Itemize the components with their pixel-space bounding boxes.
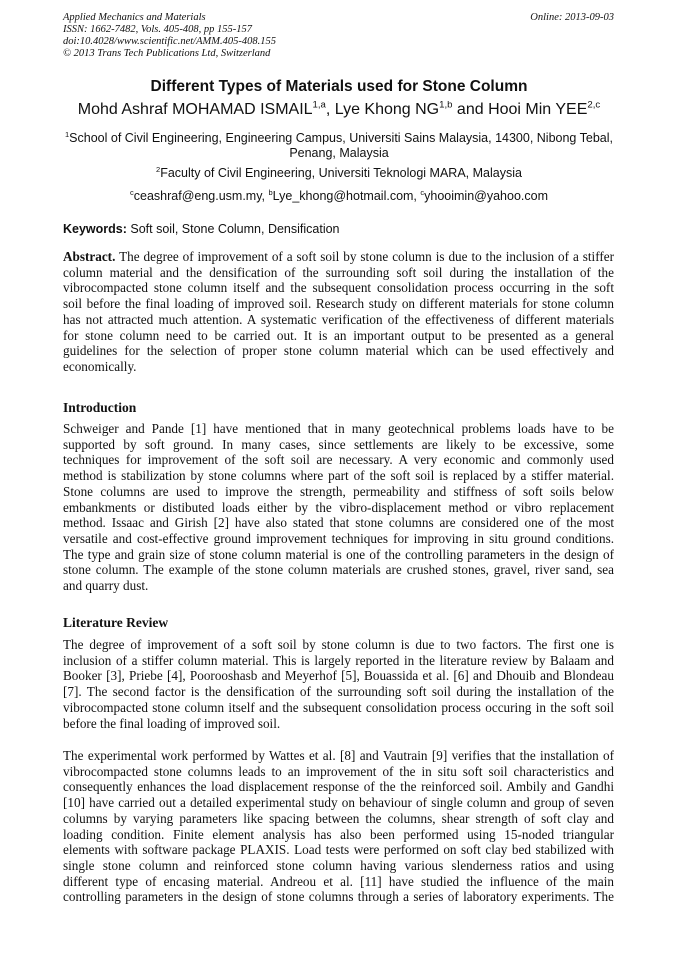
author-name: Hooi Min YEE: [488, 101, 588, 118]
text-line: different type of encasing material. Andreou et al. [11] have studied the influence of the main: [63, 873, 614, 889]
text-line: [10] have carried out a detailed experimental study on behaviour of single column and group of seven: [63, 795, 614, 811]
text-line: loading condition. Finite element analysis has also been performed using 15-noded triangular: [63, 826, 614, 842]
text-line: soil before the final loading of improved soil. Research study on different materials for stone column: [63, 296, 614, 312]
keywords: [63, 222, 340, 236]
abstract-label: Abstract.: [63, 249, 116, 264]
affiliation-2: [40, 166, 638, 180]
abstract: [63, 249, 614, 375]
copyright: © 2013 Trans Tech Publications Ltd, Switzerland: [63, 48, 271, 59]
text-line: vibrocompacted stone column itself and the subsequent consolidation process occuring in the soft soil: [63, 699, 614, 715]
affiliation-1-line2: Penang, Malaysia: [289, 146, 389, 160]
text-line: vibrocompacted stone column itself and the subsequent consolidation process occurring in the soft: [63, 280, 614, 296]
author-list: [40, 101, 638, 119]
publication-info: [63, 12, 276, 60]
text-line: economically.: [63, 358, 137, 374]
doi: doi:10.4028/www.scientific.net/AMM.405-408.155: [63, 36, 276, 47]
text-line: method. Issaac and Girish [2] have also stated that stone columns are considered one of the most: [63, 515, 614, 531]
keywords-label: Keywords:: [63, 222, 127, 236]
text-line: has not attracted much attention. A systematic verification of the effectiveness of different materials: [63, 311, 614, 327]
affiliation-1: [40, 131, 638, 161]
email-list: [40, 189, 638, 203]
text-line: stone column. The example of the stone column materials are crushed stones, gravel, river sand, sea: [63, 562, 614, 578]
text-line-content: The degree of improvement of a soft soil by stone column is due to the inclusion of a stiffer: [115, 249, 614, 264]
email: Lye_khong@hotmail.com,: [272, 189, 421, 203]
text-line: guidelines for the selection of proper stone column material which can be used effectively and: [63, 343, 614, 359]
text-line: [63, 249, 614, 265]
text-line: column material and the densification of the surrounding soft soil during the installation of the: [63, 264, 614, 280]
email-marker: b: [268, 187, 273, 197]
text-line: The experimental work performed by Wattes et al. [8] and Vautrain [9] verifies that the installation of: [63, 748, 614, 763]
author-name: Lye Khong NG: [334, 101, 440, 118]
text-line: Stone columns are used to improve the strength, permeability and stiffness of soft soils below: [63, 483, 614, 499]
literature-review-paragraph-2: [63, 748, 614, 905]
author-affiliation-marker: 1,b: [439, 99, 453, 111]
text-line: vibrocompacted stone columns leads to an improvement of the in situ soft soil characteristics and: [63, 763, 614, 779]
journal-name: Applied Mechanics and Materials: [63, 12, 206, 23]
affiliation-2-marker: 2: [156, 164, 161, 174]
introduction-text: [63, 421, 614, 594]
email-marker: c: [420, 187, 425, 197]
text-line: The degree of improvement of a soft soil by stone column is due to two factors. The first one is: [63, 637, 614, 652]
text-line: Booker [3], Priebe [4], Poorooshasb and Meyerhof [5], Bouassida et al. [6] and Dhouib and Blondeau: [63, 668, 614, 684]
text-line: controlling parameters in the design of stone columns through a series of laboratory experiments. The: [63, 889, 614, 905]
affiliation-1-marker: 1: [65, 129, 70, 139]
text-line: supported by soft ground. In many cases, since settlements are likely to be excessive, some: [63, 436, 614, 452]
text-line: before the final loading of improved soil.: [63, 715, 281, 731]
text-line: The type and grain size of stone column material is one of the controlling parameters in the design of: [63, 546, 614, 562]
text-line: method is stabilization by stone columns where part of the soft soil is replaced by a stiffer material.: [63, 468, 614, 484]
affiliation-1-line1: School of Civil Engineering, Engineering Campus, Universiti Sains Malaysia, 14300, Nibong Tebal,: [69, 131, 613, 145]
issn: ISSN: 1662-7482, Vols. 405-408, pp 155-157: [63, 24, 252, 35]
author-affiliation-marker: 1,a: [312, 99, 326, 111]
text-line: columns by varying parameters like spacing between the columns, shear strength of soft clay and: [63, 810, 614, 826]
text-line: versatile and cost-effective ground improvement techniques for improving in situ ground conditions.: [63, 530, 614, 546]
email-marker: c: [130, 187, 134, 197]
text-line: elements with software package PLAXIS. Load tests were performed on soft clay bed stabilized with: [63, 842, 614, 858]
author-separator: and: [452, 101, 489, 118]
author-affiliation-marker: 2,c: [587, 99, 601, 111]
keywords-value: Soft soil, Stone Column, Densification: [126, 222, 340, 236]
email: ceashraf@eng.usm.my,: [133, 189, 269, 203]
text-line: [7]. The second factor is the densification of the surrounding soft soil during the installation of the: [63, 684, 614, 700]
text-line: single stone column and reinforced stone column having various slenderness ratios and using: [63, 857, 614, 873]
author-name: Mohd Ashraf MOHAMAD ISMAIL: [77, 101, 313, 118]
text-line: Schweiger and Pande [1] have mentioned that in many geotechnical problems loads have to be: [63, 421, 614, 436]
affiliation-2-text: Faculty of Civil Engineering, Universiti Teknologi MARA, Malaysia: [160, 166, 522, 180]
literature-review-heading: Literature Review: [63, 615, 169, 630]
text-line: for stone column need to be carried out. It is an important output to be presented as a general: [63, 327, 614, 343]
email: yhooimin@yahoo.com: [424, 189, 548, 203]
online-date: Online: 2013-09-03: [530, 12, 614, 23]
text-line: techniques for improvement of the soft soil are necessary. A very economic and commonly used: [63, 452, 614, 468]
text-line: inclusion of a stiffer column material. This is largely reported in the literature review by Balaam and: [63, 652, 614, 668]
text-line: embankments or distibuted loads either by the vibro-displacement method or vibro replacement: [63, 499, 614, 515]
introduction-heading: Introduction: [63, 400, 137, 415]
text-line: and quarry dust.: [63, 578, 149, 594]
literature-review-paragraph-1: [63, 637, 614, 731]
paper-title: Different Types of Materials used for Stone Column: [150, 78, 528, 95]
text-line: consequently enhances the load displacement response of the the reinforced soil. Ambily and Gandhi: [63, 779, 614, 795]
author-separator: ,: [325, 101, 335, 118]
